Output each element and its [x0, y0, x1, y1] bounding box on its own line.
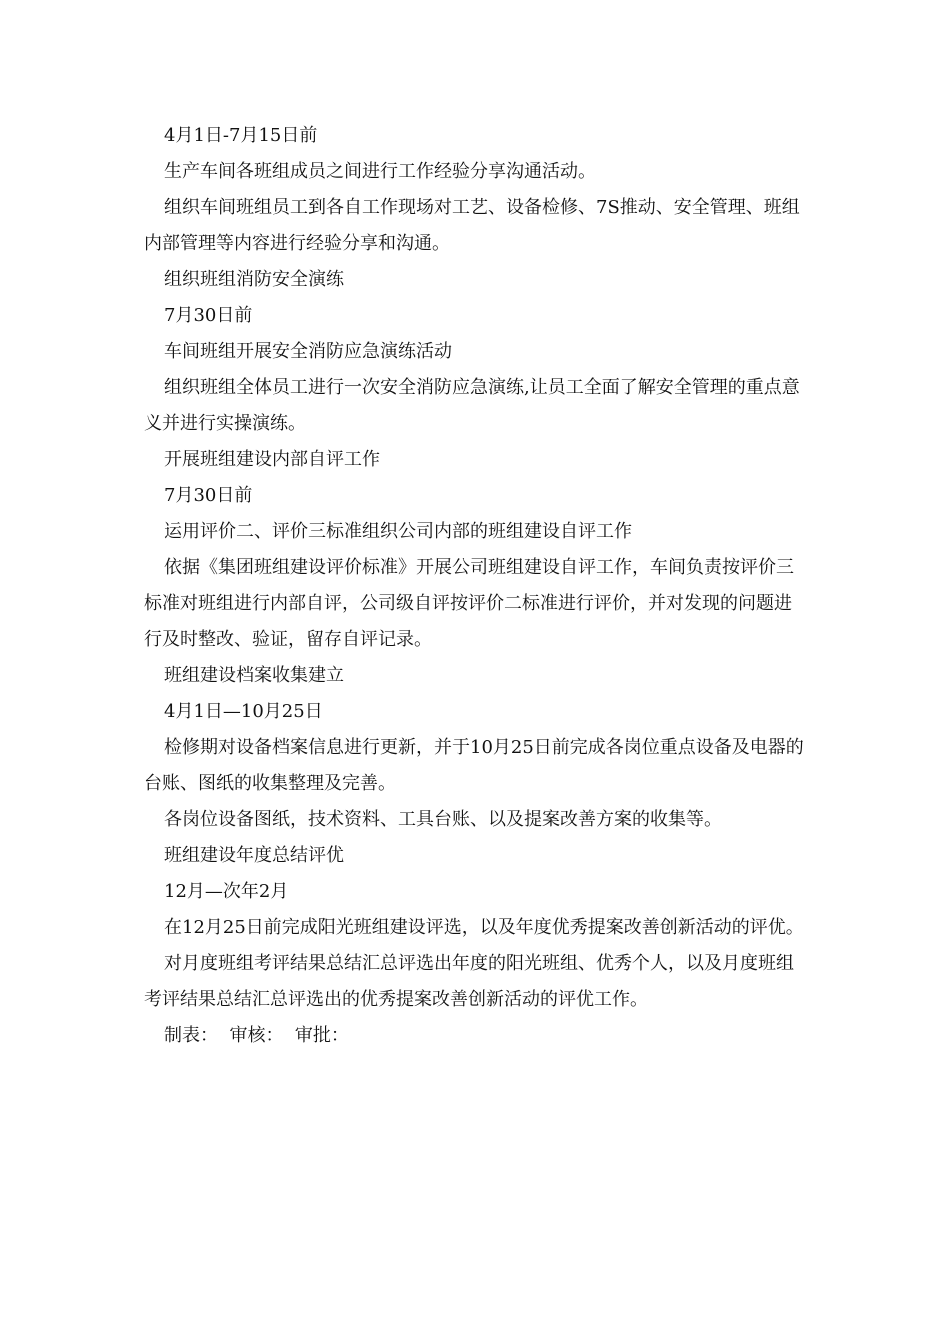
activity-description-paragraph: 检修期对设备档案信息进行更新，并于10月25日前完成各岗位重点设备及电器的台账、图纸的收集整理及完善。 — [144, 737, 804, 794]
activity-title-paragraph: 生产车间各班组成员之间进行工作经验分享沟通活动。 — [164, 161, 596, 182]
activity-description-paragraph: 对月度班组考评结果总结汇总评选出年度的阳光班组、优秀个人，以及月度班组考评结果总结汇总评选出的优秀提案改善创新活动的评优工作。 — [144, 953, 794, 1010]
document-body — [144, 118, 806, 1054]
activity-description-paragraph: 组织车间班组员工到各自工作现场对工艺、设备检修、7S推动、安全管理、班组内部管理等内容进行经验分享和沟通。 — [144, 197, 800, 254]
activity-description-paragraph: 依据《集团班组建设评价标准》开展公司班组建设自评工作，车间负责按评价三标准对班组进行内部自评，公司级自评按评价二标准进行评价，并对发现的问题进行及时整改、验证，留存自评记录。 — [144, 557, 794, 650]
activity-title-paragraph: 车间班组开展安全消防应急演练活动 — [164, 341, 452, 362]
date-range-paragraph: 4月1日-7月15日前 — [164, 125, 318, 146]
activity-description-paragraph: 组织班组全体员工进行一次安全消防应急演练,让员工全面了解安全管理的重点意义并进行实操演练。 — [144, 377, 800, 434]
activity-title-paragraph: 运用评价二、评价三标准组织公司内部的班组建设自评工作 — [164, 521, 632, 542]
date-range-paragraph: 7月30日前 — [164, 485, 253, 506]
date-range-paragraph: 12月—次年2月 — [164, 881, 289, 902]
activity-description-paragraph: 各岗位设备图纸，技术资料、工具台账、以及提案改善方案的收集等。 — [164, 809, 722, 830]
signature-line: 制表： 审核： 审批： — [164, 1025, 349, 1046]
item-title-paragraph: 开展班组建设内部自评工作 — [164, 449, 380, 470]
item-title-paragraph: 班组建设年度总结评优 — [164, 845, 344, 866]
activity-description-paragraph: 在12月25日前完成阳光班组建设评选，以及年度优秀提案改善创新活动的评优。 — [164, 917, 804, 938]
date-range-paragraph: 7月30日前 — [164, 305, 253, 326]
item-title-paragraph: 组织班组消防安全演练 — [164, 269, 344, 290]
date-range-paragraph: 4月1日—10月25日 — [164, 701, 323, 722]
item-title-paragraph: 班组建设档案收集建立 — [164, 665, 344, 686]
